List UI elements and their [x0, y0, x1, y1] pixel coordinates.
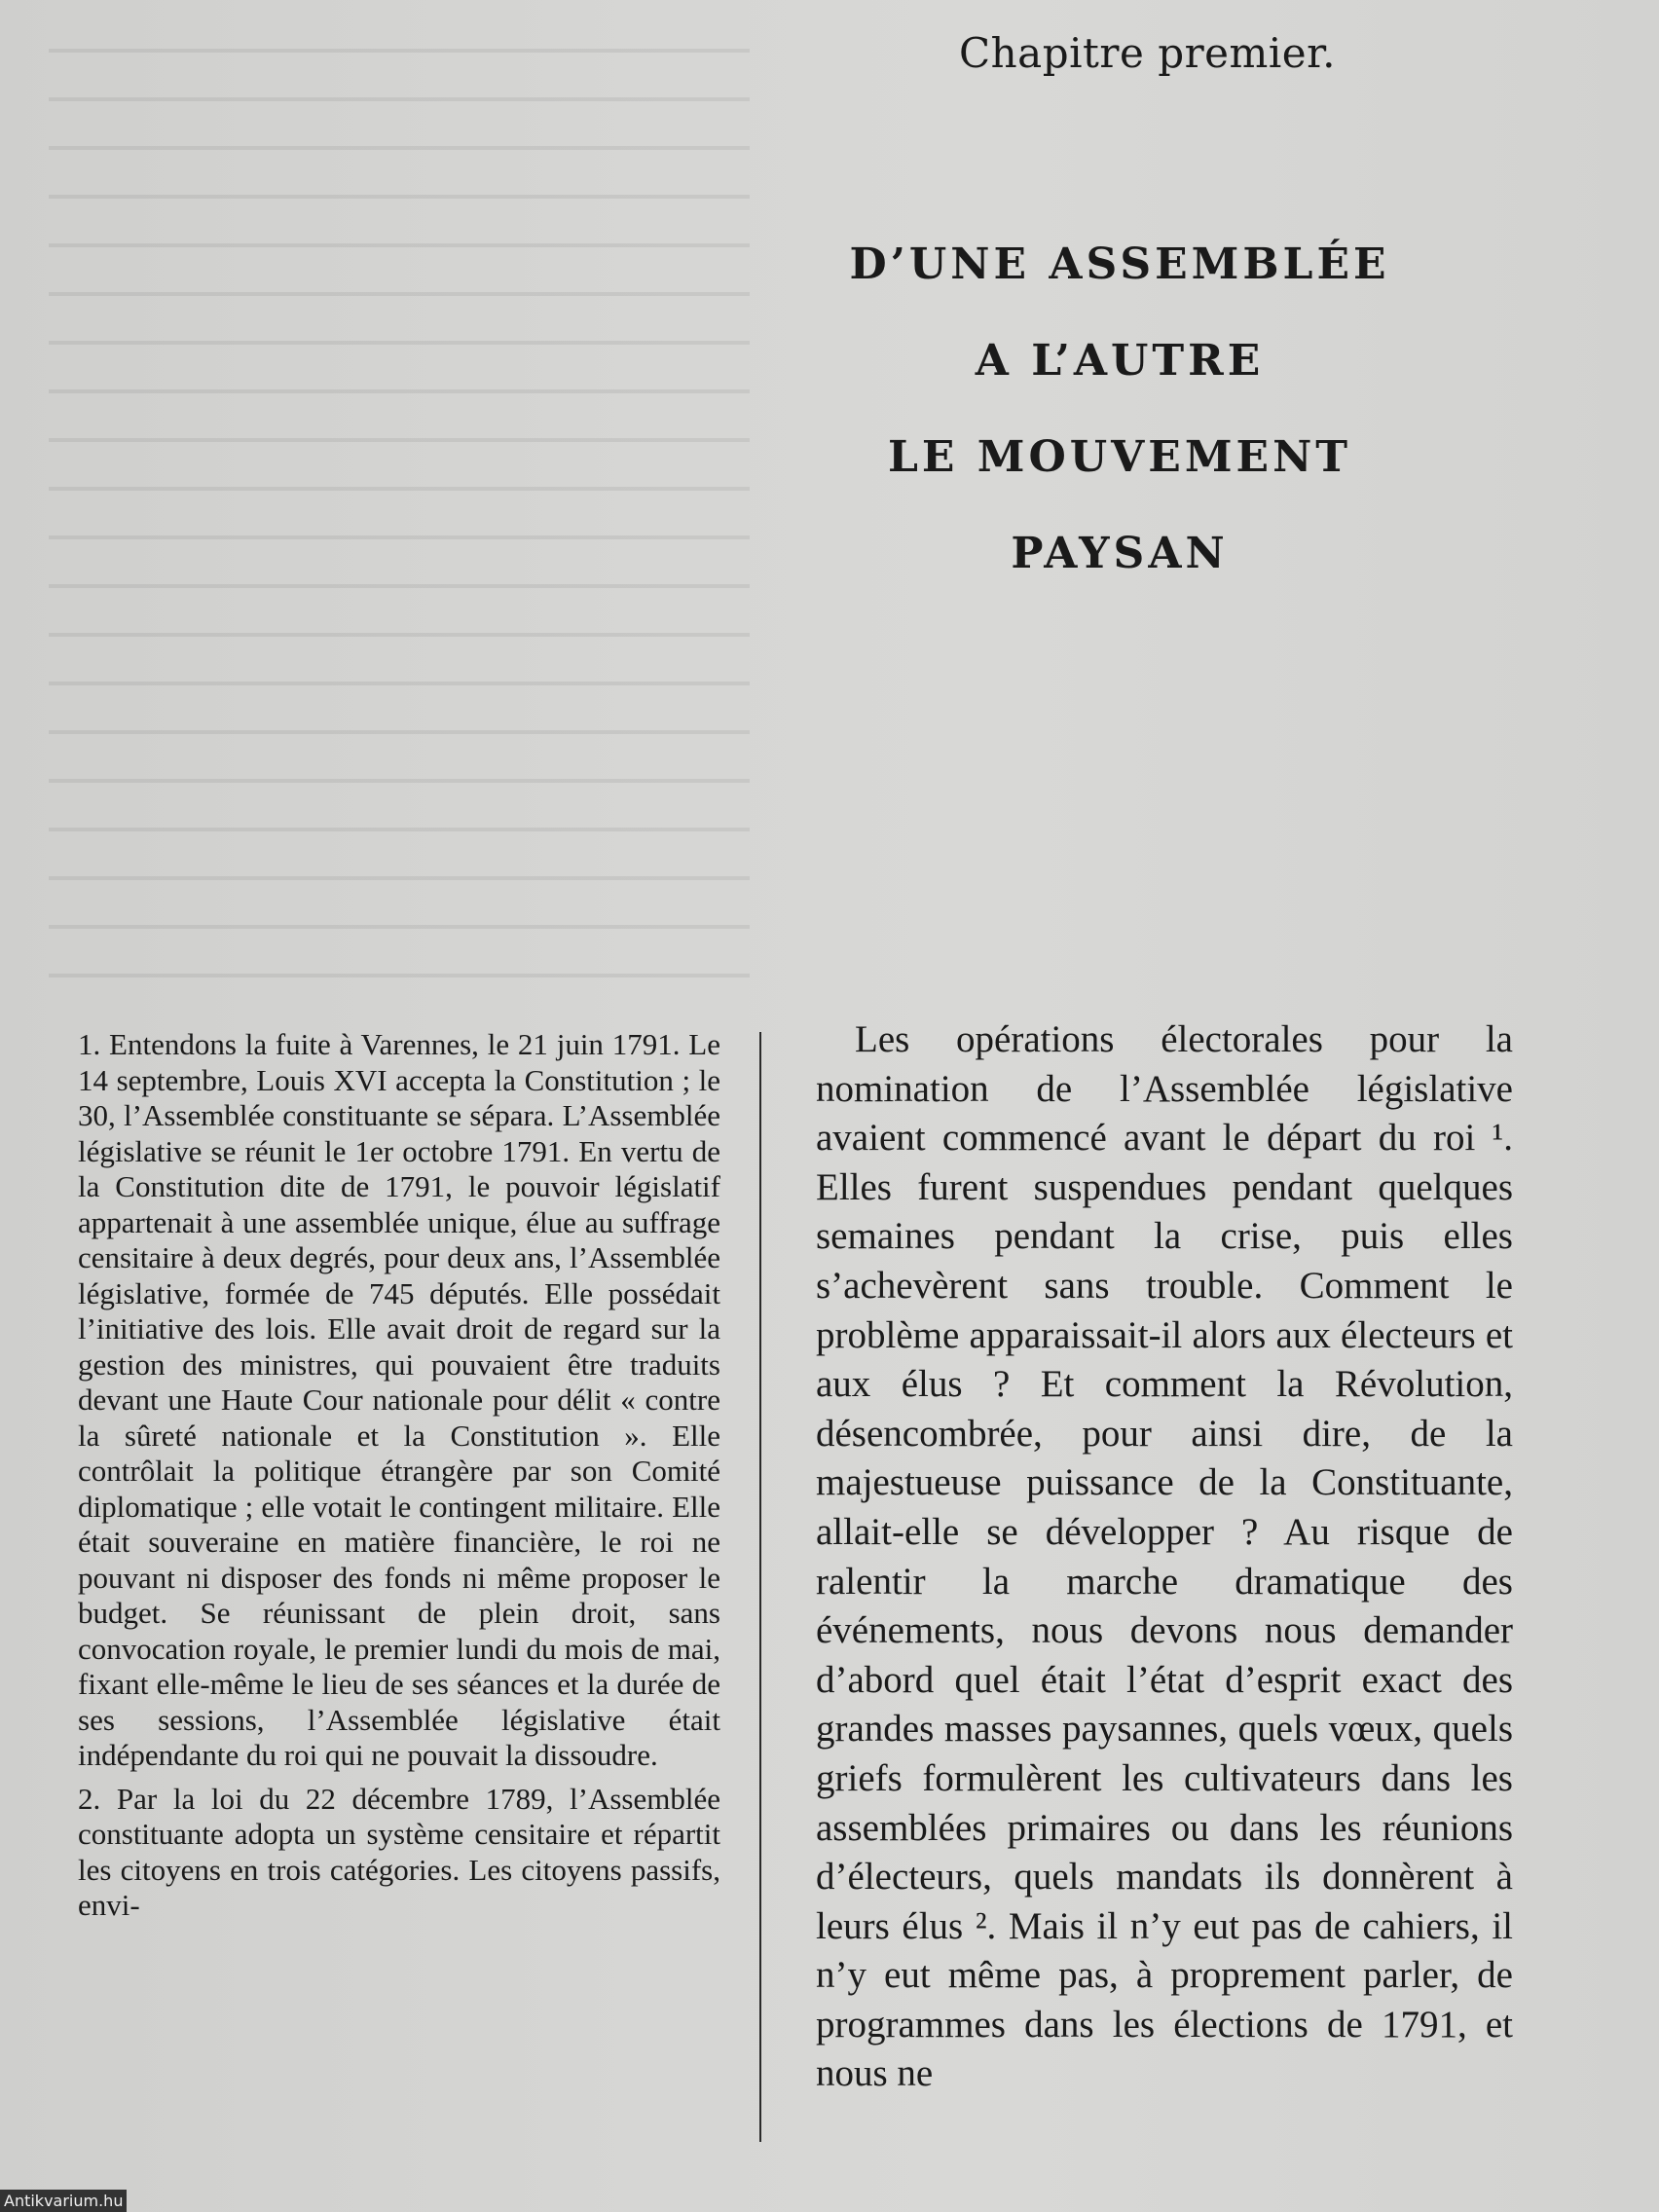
chapter-label: Chapitre premier.	[959, 29, 1336, 77]
title-line: PAYSAN	[1011, 529, 1229, 578]
watermark: Antikvarium.hu	[0, 2190, 127, 2212]
title-line: A L’AUTRE	[975, 336, 1265, 386]
footnotes-column	[78, 1027, 720, 1932]
title-line: LE MOUVEMENT	[887, 432, 1352, 482]
chapter-title	[828, 216, 1412, 602]
footnote-2: 2. Par la loi du 22 décembre 1789, l’Assemblée constituante adopta un système censitaire et répartit les citoyens en trois catégories. Les citoyens passifs, envi-	[78, 1781, 720, 1922]
bleed-through-text	[49, 19, 750, 993]
footnote-1: 1. Entendons la fuite à Varennes, le 21 juin 1791. Le 14 septembre, Louis XVI accepta la Constitution ; le 30, l’Assemblée constituante se sépara. L’Assemblée législative se réunit le 1er octobre 1791. En vertu de la Constitution dite de 1791, le pouvoir législatif appartenait à une assemblée unique, élue au suffrage censitaire à deux degrés, pour deux ans, l’Assemblée législative, formée de 745 députés. Elle possédait l’initiative des lois. Elle avait droit de regard sur la gestion des ministres, qui pouvaient être traduits devant une Haute Cour nationale pour délit « contre la sûreté nationale et la Constitution ». Elle contrôlait la politique étrangère par son Comité diplomatique ; elle votait le contingent militaire. Elle était souveraine en matière financière, le roi ne pouvant ni disposer des fonds ni même proposer le budget. Se réunissant de plein droit, sans convocation royale, le premier lundi du mois de mai, fixant elle-même le lieu de ses séances et la durée de ses sessions, l’Assemblée législative était indépendante du roi qui ne pouvait la dissoudre.	[78, 1027, 720, 1772]
body-paragraph: Les opérations électorales pour la nomination de l’Assemblée législative avaient commencé avant le départ du roi ¹. Elles furent suspendues pendant quelques semaines pendant la crise, puis elles s’achevèrent sans trouble. Comment le problème apparaissait-il alors aux électeurs et aux élus ? Et comment la Révolution, désencombrée, pour ainsi dire, de la majestueuse puissance de la Constituante, allait-elle se développer ? Au risque de ralentir la marche dramatique des événements, nous devons nous demander d’abord quel était l’état d’esprit exact des grandes masses paysannes, quels vœux, quels griefs formulèrent les cultivateurs dans les assemblées primaires ou dans les réunions d’électeurs, quels mandats ils donnèrent à leurs élus ². Mais il n’y eut pas de cahiers, il n’y eut même pas, à proprement parler, de programmes dans les élections de 1791, et nous ne	[816, 1018, 1513, 2095]
body-text-column	[816, 1015, 1513, 2099]
title-line: D’UNE ASSEMBLÉE	[849, 240, 1390, 289]
column-divider	[759, 1032, 761, 2142]
